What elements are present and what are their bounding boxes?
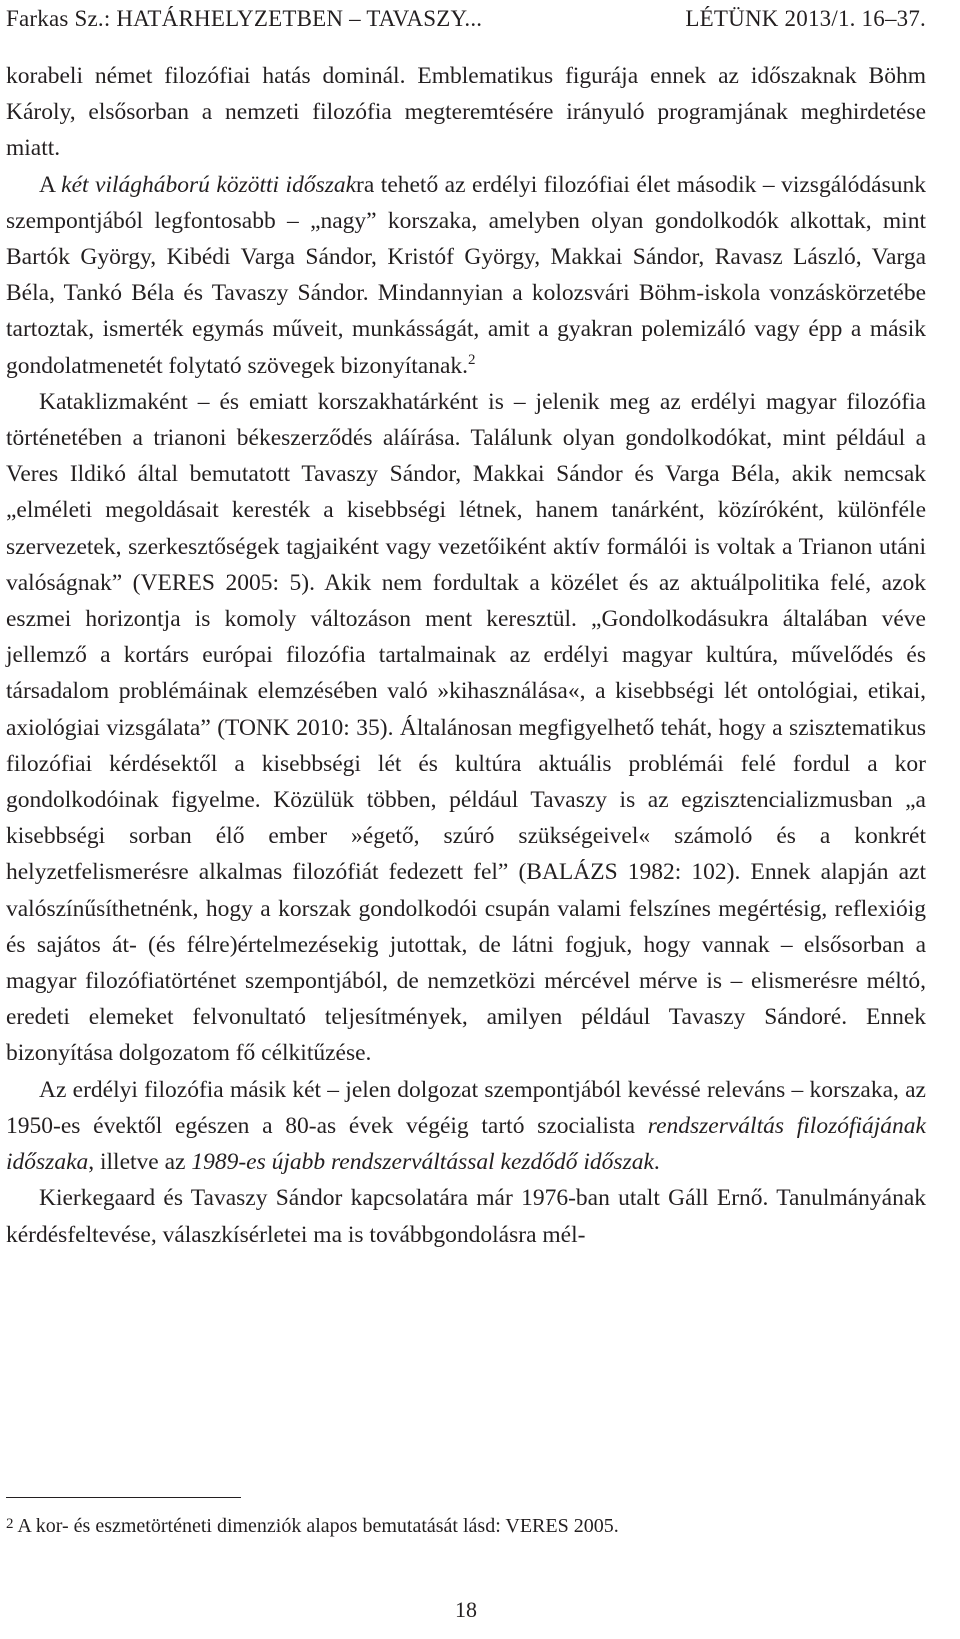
paragraph-3: Kataklizmaként – és emiatt korszakhatárként is – jelenik meg az erdélyi magyar filozófia történetében a trianoni békeszerződés aláírása. Találunk olyan gondolkodókat, mint például a Veres Ildikó által bemutatott Tavaszy Sándor, Makkai Sándor és Varga Béla, akik nemcsak „elméleti megoldásait keresték a kisebbségi létnek, hanem tanárként, közíróként, különféle szervezetek, szerkesztőségek tagjaiként vagy vezetőiként aktív formálói is voltak a Trianon utáni valóságnak” (VERES 2005: 5). Akik nem fordultak a közélet és az aktuálpolitika felé, azok eszmei horizontja is komoly változáson ment keresztül. „Gondolkodásukra általában véve jellemző a kortárs európai filozófia tartalmainak az erdélyi magyar kultúra, művelődés és társadalom problémáinak elemzésében való »kihasználása«, a kisebbségi lét ontológiai, etikai, axiológiai vizsgálata” (TONK 2010: 35). Általánosan megfigyelhető tehát, hogy a szisztematikus filozófiai kérdésektől a kisebbségi lét és kultúra aktuális problémái felé fordul a kor gondolkodóinak figyelme. Közülük többen, például Tavaszy is az egzisztencializmusban „a kisebbségi sorban élő ember »égető, szúró szükségeivel« számoló és a konkrét helyzetfelismerésre alkalmas filozófiát fedezett fel” (BALÁZS 1982: 102). Ennek alapján azt valószínűsíthetnénk, hogy a korszak gondolkodói csupán valami felszínes megértésig, reflexióig és sajátos át- (és félre)értelmezésekig jutottak, de látni fogjuk, hogy vannak – elsősorban a magyar filozófiatörténet szempontjából, de nemzetközi mércével mérve is – elismerésre méltó, eredeti elemeket felvonultató teljesítmények, amilyen például Tavaszy Sándoré. Ennek bizonyítása dolgozatom fő célkitűzése.: [6, 388, 926, 1067]
paragraph-4-emphasis-1: rendszerváltás filozófiájának időszaka: [6, 1112, 926, 1176]
footnote-divider: [6, 1497, 241, 1498]
main-text: [6, 58, 926, 1253]
page-number: 18: [455, 1597, 477, 1622]
footnote-text: A kor- és eszmetörténeti dimenziók alapos bemutatását lásd: VERES 2005.: [17, 1515, 619, 1537]
paragraph-4: [6, 1072, 926, 1181]
paragraph-4-end: .: [653, 1149, 660, 1176]
paragraph-4-start: Az erdélyi filozófia másik két – jelen dolgozat szempontjából kevéssé releváns – korszaka, az 1950-es évektől egészen a 80-as évek végéig tartó szocialista: [6, 1076, 926, 1139]
paragraph-2: [6, 167, 926, 384]
document-page: [6, 0, 926, 1639]
paragraph-1: korabeli német filozófiai hatás dominál. Emblematikus figurája ennek az időszaknak Böhm Károly, elsősorban a nemzeti filozófia megteremtésére irányuló programjának meghirdetése miatt.: [6, 63, 926, 162]
running-header: [6, 4, 926, 34]
paragraph-2-start: A: [39, 171, 62, 198]
paragraph-4-emphasis-2: 1989-es újabb rendszerváltással kezdődő időszak: [191, 1149, 654, 1176]
paragraph-2-emphasis: két világháború közötti időszak: [61, 171, 357, 198]
footnote-number: 2: [6, 1516, 14, 1532]
paragraph-4-mid: , illetve az: [88, 1149, 192, 1176]
header-journal-citation: LÉTÜNK 2013/1. 16–37.: [685, 6, 926, 31]
footnote-reference[interactable]: 2: [468, 351, 476, 368]
header-author-title: Farkas Sz.: HATÁRHELYZETBEN – TAVASZY...: [6, 6, 483, 31]
footnote: [6, 1513, 926, 1539]
paragraph-2-body: ra tehető az erdélyi filozófiai élet második – vizsgálódásunk szempontjából legfontosabb – „nagy” korszaka, amelyben olyan gondolkodók alkottak, mint Bartók György, Kibédi Varga Sándor, Kristóf György, Makkai Sándor, Ravasz László, Varga Béla, Tankó Béla és Tavaszy Sándor. Mindannyian a kolozsvári Böhm-iskola vonzáskörzetébe tartoztak, ismerték egymás műveit, munkásságát, amit a gyakran polemizáló vagy épp a másik gondolatmenetét folytató szövegek bizonyítanak.: [6, 171, 926, 379]
paragraph-5: Kierkegaard és Tavaszy Sándor kapcsolatára már 1976-ban utalt Gáll Ernő. Tanulmányának kérdésfeltevése, válaszkísérletei ma is továbbgondolásra mél-: [6, 1185, 926, 1248]
